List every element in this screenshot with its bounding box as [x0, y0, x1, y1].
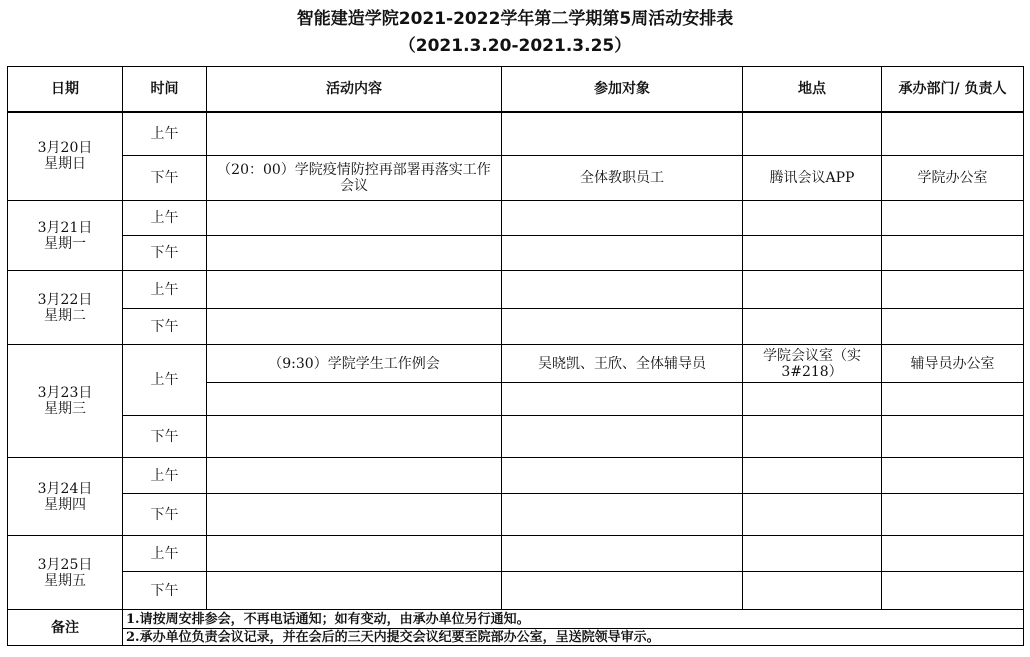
table-row — [8, 458, 1024, 494]
location-cell — [743, 112, 882, 156]
table-row — [8, 572, 1024, 610]
activity-cell — [207, 309, 502, 345]
table-row — [8, 494, 1024, 536]
organizer-cell — [882, 112, 1024, 156]
date-label: 3月25日 — [37, 556, 93, 573]
time-cell: 下午 — [123, 236, 207, 271]
header-organizer: 承办部门/ 负责人 — [882, 67, 1024, 112]
time-cell: 下午 — [123, 494, 207, 536]
time-cell: 上午 — [123, 112, 207, 156]
note-line-2: 2.承办单位负责会议记录，并在会后的三天内提交会议纪要至院部办公室，呈送院领导审示。 — [123, 629, 1024, 646]
page-title: 智能建造学院2021-2022学年第二学期第5周活动安排表 — [296, 9, 734, 29]
weekday-label: 星期二 — [44, 307, 86, 324]
table-row — [8, 112, 1024, 156]
activity-cell — [207, 271, 502, 309]
organizer-cell — [882, 383, 1024, 416]
date-label: 3月22日 — [37, 291, 93, 308]
location-cell — [743, 494, 882, 536]
time-cell: 上午 — [123, 271, 207, 309]
date-label: 3月24日 — [37, 480, 93, 497]
participants-cell — [502, 383, 743, 416]
header-activity: 活动内容 — [207, 67, 502, 112]
activity-cell: （20：00）学院疫情防控再部署再落实工作会议 — [207, 156, 502, 201]
location-cell — [743, 309, 882, 345]
activity-cell — [207, 458, 502, 494]
date-label: 3月21日 — [37, 219, 93, 236]
location-cell — [743, 536, 882, 572]
activity-cell — [207, 536, 502, 572]
organizer-cell — [882, 458, 1024, 494]
participants-cell — [502, 494, 743, 536]
weekday-label: 星期日 — [44, 156, 86, 173]
participants-cell — [502, 458, 743, 494]
participants-cell — [502, 271, 743, 309]
organizer-cell — [882, 309, 1024, 345]
activity-cell — [207, 201, 502, 236]
organizer-cell: 学院办公室 — [882, 156, 1024, 201]
header-participants: 参加对象 — [502, 67, 743, 112]
time-cell: 下午 — [123, 156, 207, 201]
time-cell: 上午 — [123, 458, 207, 494]
organizer-cell: 辅导员办公室 — [882, 345, 1024, 383]
organizer-cell — [882, 572, 1024, 610]
participants-cell: 全体教职员工 — [502, 156, 743, 201]
location-cell — [743, 383, 882, 416]
weekday-label: 星期五 — [44, 572, 86, 589]
table-row — [8, 236, 1024, 271]
activity-cell — [207, 572, 502, 610]
table-row — [8, 309, 1024, 345]
time-cell: 下午 — [123, 572, 207, 610]
participants-cell — [502, 236, 743, 271]
location-cell — [743, 416, 882, 458]
table-row — [8, 416, 1024, 458]
weekday-label: 星期三 — [44, 401, 86, 417]
participants-cell: 吴晓凯、王欣、全体辅导员 — [502, 345, 743, 383]
date-label: 3月23日 — [37, 385, 93, 401]
date-cell — [8, 536, 123, 610]
location-cell — [743, 572, 882, 610]
table-row — [8, 345, 1024, 383]
participants-cell — [502, 536, 743, 572]
location-cell: 学院会议室（实3#218） — [743, 345, 882, 383]
activity-cell — [207, 236, 502, 271]
participants-cell — [502, 416, 743, 458]
time-cell: 下午 — [123, 416, 207, 458]
location-cell — [743, 236, 882, 271]
date-cell — [8, 201, 123, 271]
date-cell — [8, 271, 123, 345]
table-row — [8, 156, 1024, 201]
organizer-cell — [882, 271, 1024, 309]
notes-row — [8, 610, 1024, 629]
organizer-cell — [882, 494, 1024, 536]
activity-cell — [207, 383, 502, 416]
header-row — [8, 67, 1024, 112]
location-cell: 腾讯会议APP — [743, 156, 882, 201]
table-row — [8, 201, 1024, 236]
participants-cell — [502, 112, 743, 156]
activity-cell: （9:30）学院学生工作例会 — [207, 345, 502, 383]
note-line-1: 1.请按周安排参会，不再电话通知；如有变动，由承办单位另行通知。 — [123, 610, 1024, 629]
organizer-cell — [882, 536, 1024, 572]
page-subtitle: （2021.3.20-2021.3.25） — [398, 36, 632, 56]
date-cell — [8, 458, 123, 536]
notes-label: 备注 — [8, 610, 123, 646]
location-cell — [743, 271, 882, 309]
participants-cell — [502, 201, 743, 236]
time-cell: 上午 — [123, 536, 207, 572]
location-cell — [743, 458, 882, 494]
notes-row — [8, 629, 1024, 646]
table-row — [8, 271, 1024, 309]
organizer-cell — [882, 201, 1024, 236]
header-time: 时间 — [123, 67, 207, 112]
date-cell — [8, 112, 123, 201]
date-cell — [8, 345, 123, 458]
organizer-cell — [882, 236, 1024, 271]
table-row — [8, 536, 1024, 572]
schedule-table — [7, 66, 1024, 646]
activity-cell — [207, 416, 502, 458]
activity-cell — [207, 494, 502, 536]
header-date: 日期 — [8, 67, 123, 112]
weekday-label: 星期一 — [44, 235, 86, 252]
time-cell: 上午 — [123, 201, 207, 236]
participants-cell — [502, 572, 743, 610]
organizer-cell — [882, 416, 1024, 458]
header-location: 地点 — [743, 67, 882, 112]
participants-cell — [502, 309, 743, 345]
time-cell: 下午 — [123, 309, 207, 345]
date-label: 3月20日 — [37, 140, 93, 157]
activity-cell — [207, 112, 502, 156]
location-cell — [743, 201, 882, 236]
time-cell: 上午 — [123, 345, 207, 416]
weekday-label: 星期四 — [44, 496, 86, 513]
